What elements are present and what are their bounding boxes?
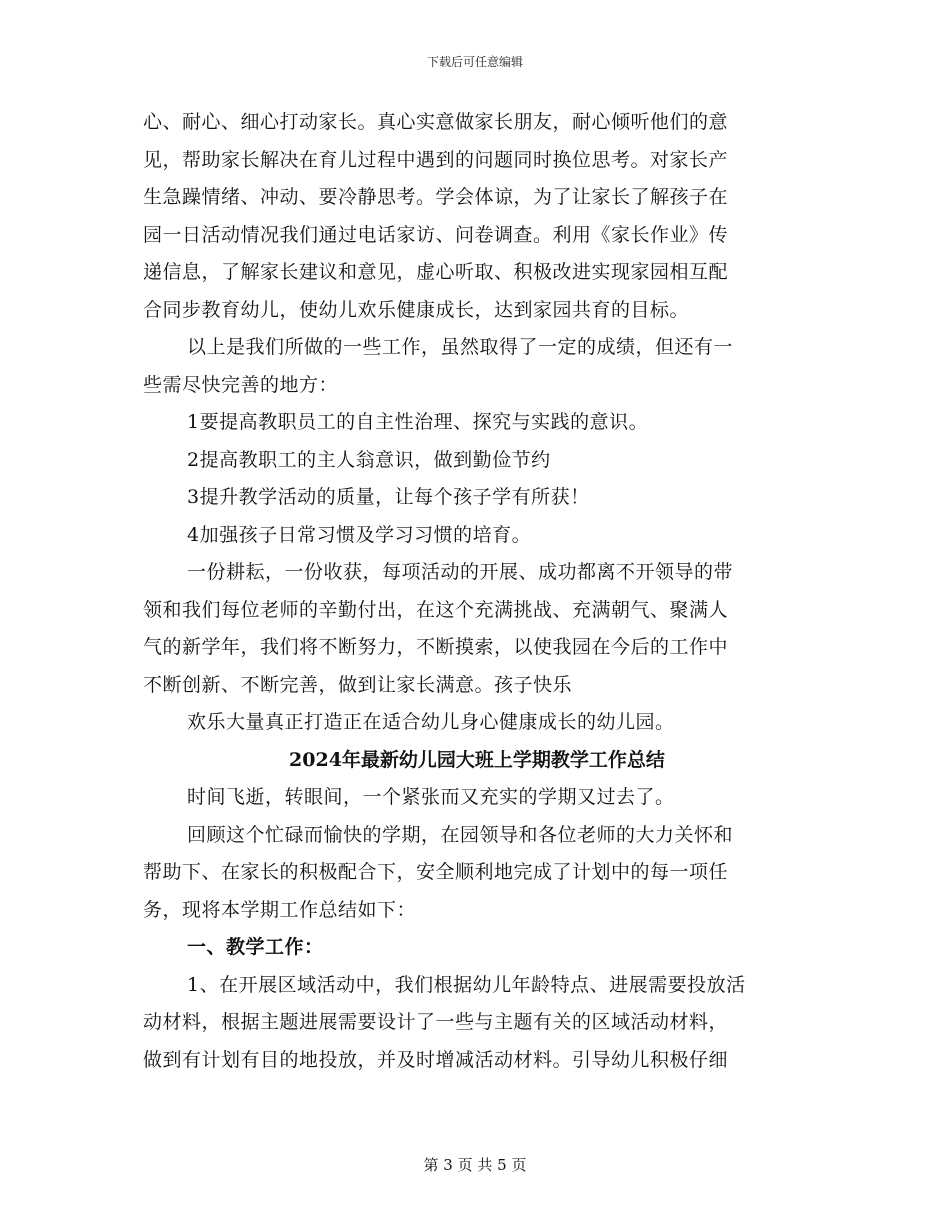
document-body bbox=[143, 104, 811, 1079]
text-line: 以上是我们所做的一些工作，虽然取得了一定的成绩，但还有一 bbox=[187, 336, 734, 358]
text-line: 气的新学年，我们将不断努力，不断摸索，以使我园在今后的工作中 bbox=[143, 636, 729, 658]
text-line: 见，帮助家长解决在育儿过程中遇到的问题同时换位思考。对家长产 bbox=[143, 148, 729, 171]
section-title: 2024年最新幼儿园大班上学期教学工作总结 bbox=[289, 748, 665, 771]
text-line: 生急躁情绪、冲动、要冷静思考。学会体谅，为了让家长了解孩子在 bbox=[143, 186, 729, 208]
text-line: 帮助下、在家长的积极配合下，安全顺利地完成了计划中的每一项任 bbox=[143, 861, 729, 883]
text-line: 合同步教育幼儿，使幼儿欢乐健康成长，达到家园共育的目标。 bbox=[143, 298, 690, 321]
text-line: 务，现将本学期工作总结如下： bbox=[143, 898, 417, 921]
text-line: 回顾这个忙碌而愉快的学期，在园领导和各位老师的大力关怀和 bbox=[187, 823, 734, 846]
text-line: 动材料，根据主题进展需要设计了一些与主题有关的区域活动材料， bbox=[143, 1011, 729, 1033]
text-line: 欢乐大量真正打造正在适合幼儿身心健康成长的幼儿园。 bbox=[187, 711, 675, 733]
list-item: 1要提高教职员工的自主性治理、探究与实践的意识。 bbox=[187, 411, 649, 433]
text-line: 些需尽快完善的地方： bbox=[143, 373, 339, 396]
list-item: 4加强孩子日常习惯及学习习惯的培育。 bbox=[187, 523, 532, 546]
page-header: 下载后可任意编辑 bbox=[426, 55, 523, 69]
section-heading: 一、教学工作： bbox=[187, 936, 324, 958]
page-footer: 第 3 页 共 5 页 bbox=[423, 1156, 527, 1174]
text-line: 心、耐心、细心打动家长。真心实意做家长朋友，耐心倾听他们的意 bbox=[143, 111, 729, 133]
text-line: 园一日活动情况我们通过电话家访、问卷调查。利用《家长作业》传 bbox=[143, 223, 729, 246]
text-line: 不断创新、不断完善，做到让家长满意。孩子快乐 bbox=[143, 673, 573, 696]
text-line: 1、在开展区域活动中，我们根据幼儿年龄特点、进展需要投放活 bbox=[187, 973, 746, 996]
text-line: 递信息，了解家长建议和意见，虚心听取、积极改进实现家园相互配 bbox=[143, 261, 729, 283]
text-line: 一份耕耘，一份收获，每项活动的开展、成功都离不开领导的带 bbox=[187, 561, 734, 583]
text-line: 做到有计划有目的地投放，并及时增减活动材料。引导幼儿积极仔细 bbox=[143, 1048, 729, 1071]
text-line: 领和我们每位老师的辛勤付出，在这个充满挑战、充满朝气、聚满人 bbox=[143, 598, 729, 621]
text-line: 时间飞逝，转眼间，一个紧张而又充实的学期又过去了。 bbox=[187, 786, 675, 808]
list-item: 3提升教学活动的质量，让每个孩子学有所获！ bbox=[187, 486, 590, 508]
list-item: 2提高教职工的主人翁意识，做到勤俭节约 bbox=[187, 448, 551, 471]
